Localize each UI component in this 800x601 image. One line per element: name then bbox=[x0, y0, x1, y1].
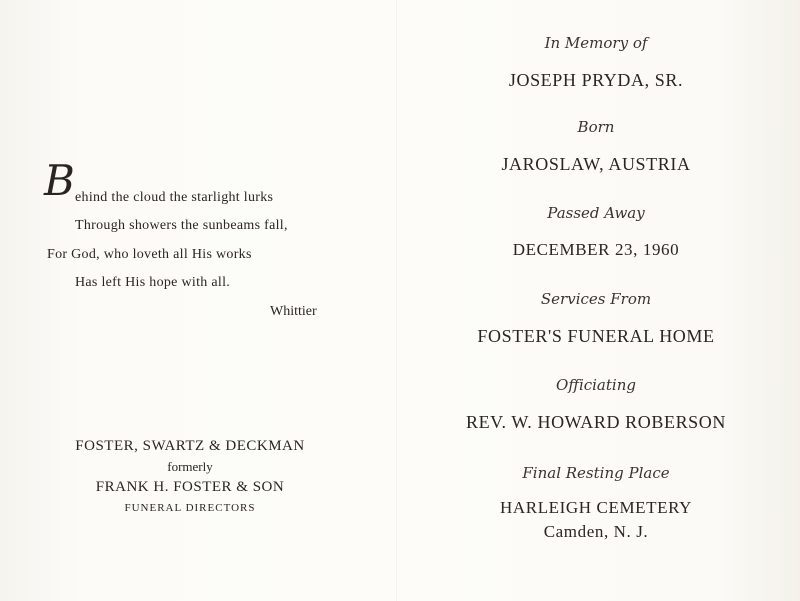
passed-away-heading: Passed Away bbox=[547, 204, 645, 222]
former-name: FRANK H. FOSTER & SON bbox=[95, 479, 285, 495]
poem-line-4: Has left His hope with all. bbox=[75, 275, 231, 290]
poem-attribution: Whittier bbox=[270, 304, 317, 319]
passed-date: DECEMBER 23, 1960 bbox=[512, 240, 680, 259]
funeral-directors-label: FUNERAL DIRECTORS bbox=[124, 502, 256, 514]
cemetery-name: HARLEIGH CEMETERY bbox=[500, 498, 692, 517]
poem-drop-cap: B bbox=[44, 156, 75, 205]
funeral-home-block bbox=[0, 438, 380, 514]
officiating-heading: Officiating bbox=[556, 376, 636, 394]
poem-line-3: For God, who loveth all His works bbox=[47, 247, 252, 262]
poem-line-2: Through showers the sunbeams fall, bbox=[75, 218, 288, 233]
officiant: REV. W. HOWARD ROBERSON bbox=[465, 412, 726, 432]
birthplace: JAROSLAW, AUSTRIA bbox=[501, 154, 691, 174]
funeral-home-name: FOSTER, SWARTZ & DECKMAN bbox=[75, 438, 305, 454]
card-fold bbox=[396, 0, 397, 601]
cemetery-location: Camden, N. J. bbox=[543, 522, 649, 541]
deceased-name: JOSEPH PRYDA, SR. bbox=[508, 70, 684, 90]
resting-place-heading: Final Resting Place bbox=[522, 464, 670, 482]
born-heading: Born bbox=[577, 118, 615, 136]
services-heading: Services From bbox=[540, 290, 652, 308]
in-memory-heading: In Memory of bbox=[544, 34, 648, 52]
services-place: FOSTER'S FUNERAL HOME bbox=[477, 326, 715, 346]
poem-line-1: ehind the cloud the starlight lurks bbox=[75, 190, 274, 205]
formerly-label: formerly bbox=[167, 459, 213, 474]
